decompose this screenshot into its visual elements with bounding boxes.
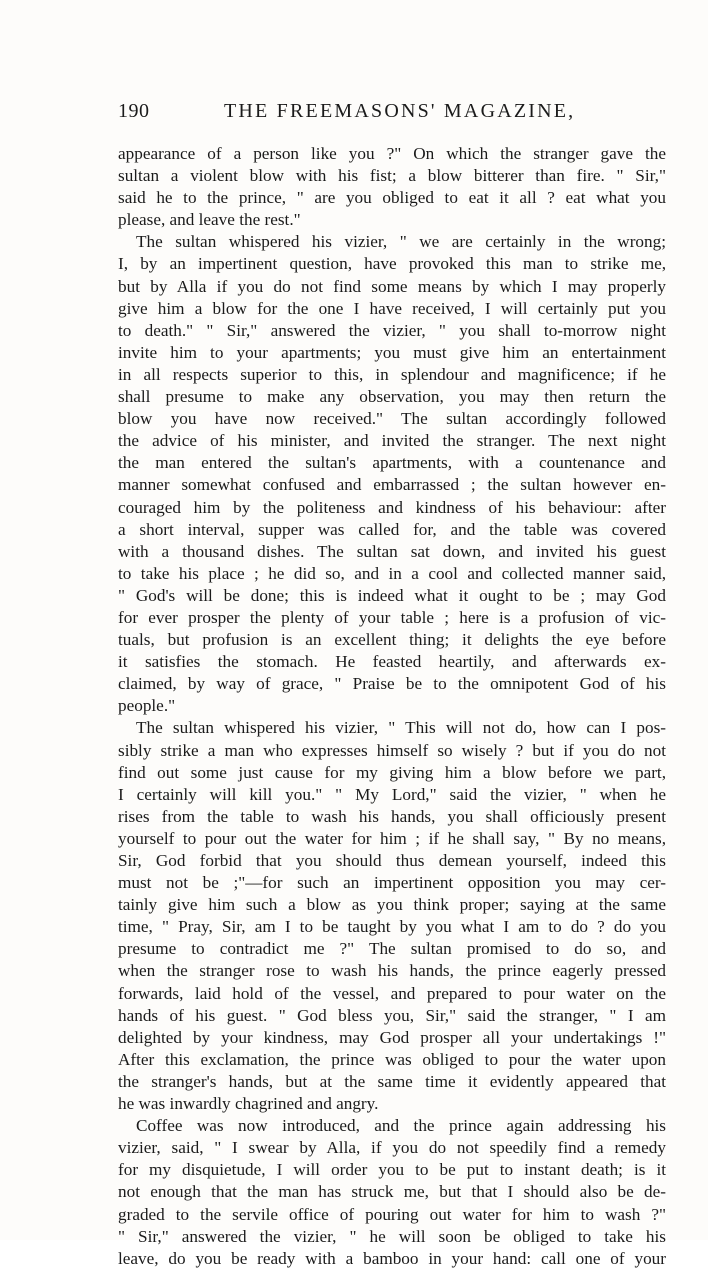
text-line: Sir, God forbid that you should thus demean yourself, indeed this [118, 851, 666, 870]
text-line: it satisfies the stomach. He feasted heartily, and afterwards ex- [118, 652, 666, 672]
text-line: not enough that the man has struck me, but that I should also be de- [118, 1182, 666, 1202]
text-line: After this exclamation, the prince was obliged to pour the water upon [118, 1049, 666, 1069]
text-line: he was inwardly chagrined and angry. [118, 1094, 379, 1114]
text-line: to death." " Sir," answered the vizier, " you shall to-morrow night [118, 320, 666, 340]
text-line: forwards, laid hold of the vessel, and prepared to pour water on the [118, 983, 666, 1003]
text-line: rises from the table to wash his hands, you shall officiously present [118, 806, 666, 826]
text-line: I, by an impertinent question, have provoked this man to strike me, [118, 254, 666, 274]
text-line: the stranger's hands, but at the same time it evidently appeared that [118, 1071, 666, 1091]
text-line: people." [118, 696, 176, 716]
text-line: must not be ;"—for such an impertinent opposition you may cer- [118, 873, 666, 893]
text-line: shall presume to make any observation, you may then return the [118, 387, 666, 407]
text-line: invite him to your apartments; you must give him an entertainment [118, 342, 666, 362]
text-line: to take his place ; he did so, and in a cool and collected manner said, [118, 563, 666, 583]
body-text [118, 143, 666, 1270]
text-line: claimed, by way of grace, " Praise be to the omnipotent God of his [118, 674, 666, 694]
text-line: for ever prosper the plenty of your table ; here is a profusion of vic- [118, 607, 666, 627]
text-line: " God's will be done; this is indeed what it ought to be ; may God [118, 585, 666, 605]
text-line: leave, do you be ready with a bamboo in your hand: call one of your [118, 1248, 666, 1268]
text-line: please, and leave the rest." [118, 210, 301, 230]
running-title: THE FREEMASONS' MAGAZINE, [224, 100, 576, 122]
text-line: for my disquietude, I will order you to be put to instant death; is it [118, 1160, 666, 1180]
page-header [118, 100, 666, 130]
text-line: sultan a violent blow with his fist; a blow bitterer than fire. " Sir," [118, 166, 666, 186]
text-line: tuals, but profusion is an excellent thing; it delights the eye before [118, 630, 666, 650]
text-line: couraged him by the politeness and kindness of his behaviour: after [118, 497, 666, 517]
text-line: The sultan whispered his vizier, " we are certainly in the wrong; [136, 232, 666, 252]
text-line: the man entered the sultan's apartments, with a countenance and [118, 453, 666, 473]
text-line: graded to the servile office of pouring out water for him to wash ?" [118, 1204, 666, 1224]
text-line: find out some just cause for my giving him a blow before we part, [118, 762, 666, 782]
text-line: give him a blow for the one I have received, I will certainly put you [118, 298, 666, 318]
text-line: I certainly will kill you." " My Lord," said the vizier, " when he [118, 784, 666, 804]
text-line: delighted by your kindness, may God prosper all your undertakings !" [118, 1027, 666, 1047]
text-line: presume to contradict me ?" The sultan promised to do so, and [118, 939, 666, 959]
text-line: sibly strike a man who expresses himself so wisely ? but if you do not [118, 740, 666, 760]
text-line: hands of his guest. " God bless you, Sir," said the stranger, " I am [118, 1005, 666, 1025]
text-line: " Sir," answered the vizier, " he will soon be obliged to take his [118, 1226, 666, 1246]
text-line: time, " Pray, Sir, am I to be taught by you what I am to do ? do you [118, 917, 666, 937]
page-number: 190 [118, 100, 150, 122]
text-line: but by Alla if you do not find some means by which I may properly [118, 276, 666, 296]
text-line: with a thousand dishes. The sultan sat down, and invited his guest [118, 541, 666, 561]
text-line: Coffee was now introduced, and the prince again addressing his [136, 1116, 666, 1136]
text-line: said he to the prince, " are you obliged to eat it all ? eat what you [118, 188, 666, 208]
text-line: The sultan whispered his vizier, " This will not do, how can I pos- [136, 718, 666, 738]
text-line: in all respects superior to this, in splendour and magnificence; if he [118, 364, 666, 384]
text-line: vizier, said, " I swear by Alla, if you do not speedily find a remedy [118, 1138, 666, 1158]
text-line: blow you have now received." The sultan accordingly followed [118, 409, 666, 429]
text-line: manner somewhat confused and embarrassed ; the sultan however en- [118, 475, 666, 495]
text-line: yourself to pour out the water for him ; if he shall say, " By no means, [118, 828, 666, 848]
text-line: a short interval, supper was called for, and the table was covered [118, 519, 666, 539]
text-line: tainly give him such a blow as you think proper; saying at the same [118, 895, 666, 915]
text-line: when the stranger rose to wash his hands, the prince eagerly pressed [118, 961, 666, 981]
text-line: the advice of his minister, and invited the stranger. The next night [118, 431, 666, 451]
text-line: appearance of a person like you ?" On which the stranger gave the [118, 144, 666, 163]
